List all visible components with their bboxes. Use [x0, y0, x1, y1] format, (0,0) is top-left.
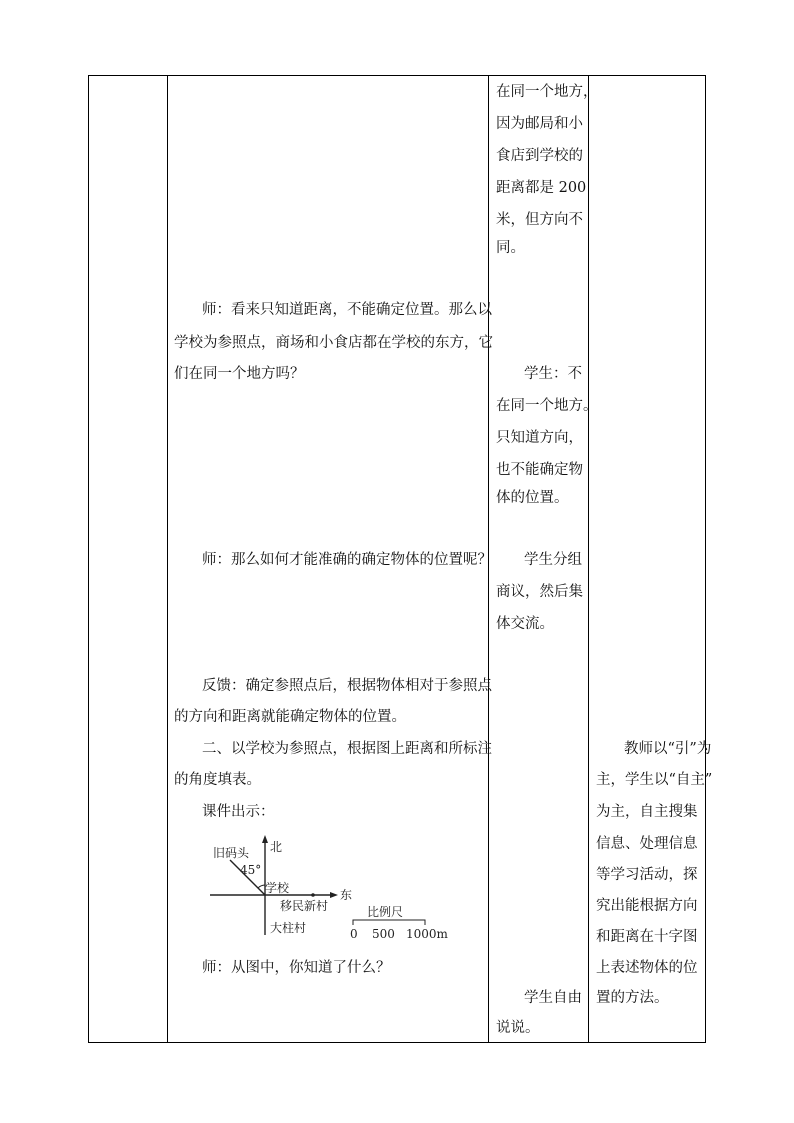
text-line: 等学习活动，探 [596, 867, 698, 883]
text-line: 食店到学校的 [496, 148, 583, 164]
text-line: 置的方法。 [596, 990, 669, 1006]
column-divider-3 [588, 75, 589, 1043]
text-line: 的方向和距离就能确定物体的位置。 [174, 709, 406, 725]
text-line: 商议，然后集 [496, 584, 583, 600]
text-line: 只知道方向， [496, 430, 583, 446]
teacher-question: 师：从图中，你知道了什么？ [202, 960, 391, 976]
school-label: 学校 [265, 881, 290, 895]
text-line: 教师以“引”为 [624, 741, 712, 757]
teacher-paragraph-2: 师：那么如何才能准确的确定物体的位置呢？ [202, 552, 492, 568]
direction-map-figure [200, 830, 460, 945]
text-line: 二、以学校为参照点，根据图上距离和所标注 [202, 741, 492, 757]
text-line: 们在同一个地方吗？ [174, 366, 305, 382]
text-line: 主，学生以“自主” [596, 772, 713, 788]
column-divider-1 [167, 75, 168, 1043]
text-line: 学生自由 [524, 990, 582, 1006]
text-line: 究出能根据方向 [596, 898, 698, 914]
text-line: 为主，自主搜集 [596, 804, 698, 820]
text-line: 学校为参照点，商场和小食店都在学校的东方，它 [174, 335, 493, 351]
text-line: 也不能确定物 [496, 462, 583, 478]
text-line: 体交流。 [496, 616, 554, 632]
text-line: 在同一个地方。 [496, 398, 598, 414]
text-line: 在同一个地方， [496, 84, 598, 100]
text-line: 师：看来只知道距离，不能确定位置。那么以 [202, 302, 492, 318]
scale-1000-label: 1000m [406, 927, 448, 941]
text-line: 的角度填表。 [174, 772, 261, 788]
text-line: 反馈：确定参照点后，根据物体相对于参照点 [202, 678, 492, 694]
scale-0-label: 0 [350, 927, 358, 941]
text-line: 和距离在十字图 [596, 929, 698, 945]
courseware-label: 课件出示： [202, 804, 275, 820]
text-line: 同。 [496, 240, 525, 256]
north-arrow-icon [262, 835, 268, 843]
text-line: 说说。 [496, 1020, 540, 1036]
new-village-point [311, 893, 315, 897]
scale-500-label: 500 [372, 927, 395, 941]
east-arrow-icon [330, 892, 338, 898]
new-village-label: 移民新村 [280, 899, 329, 913]
text-line: 米，但方向不 [496, 212, 583, 228]
dazhu-village-label: 大柱村 [270, 921, 307, 935]
text-line: 学生：不 [524, 366, 582, 382]
scale-title: 比例尺 [367, 905, 404, 919]
text-line: 体的位置。 [496, 490, 569, 506]
east-label: 东 [340, 888, 353, 902]
text-line: 因为邮局和小 [496, 116, 583, 132]
angle-label: 45° [240, 863, 262, 877]
text-line: 距离都是 200 [496, 180, 587, 196]
angle-arc [258, 885, 265, 888]
text-line: 信息、处理信息 [596, 836, 698, 852]
north-label: 北 [270, 840, 283, 854]
scale-bar [353, 920, 425, 925]
text-line: 上表述物体的位 [596, 960, 698, 976]
text-line: 学生分组 [524, 552, 582, 568]
old-dock-label: 旧码头 [213, 846, 250, 860]
